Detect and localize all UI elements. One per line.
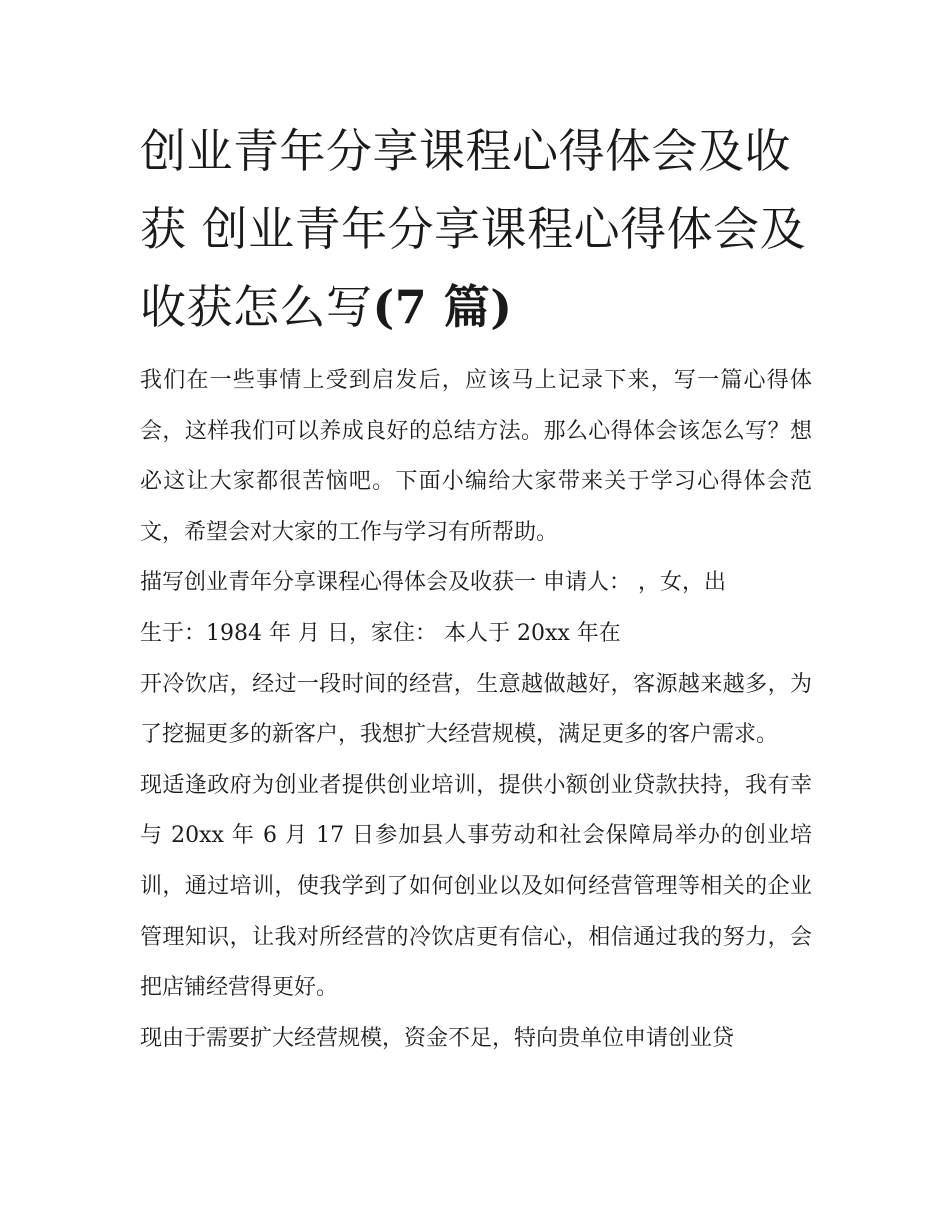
title-main: 创业青年分享课程心得体会及收获 创业青年分享课程心得体会及收获怎么写 [140,124,807,334]
applicant-line-1: 描写创业青年分享课程心得体会及收获一 申请人： ，女，出 [140,570,726,596]
training-paragraph: 现适逢政府为创业者提供创业培训，提供小额创业贷款扶持，我有幸与 20xx 年 6 月 17 日参加县人事劳动和社会保障局举办的创业培训，通过培训，使我学到了如何创业以及如何经营管理等相关的企业管理知识，让我对所经营的冷饮店更有信心，相信通过我的努力，会把店铺经营得更好。 [140,772,812,1001]
loan-request-paragraph: 现由于需要扩大经营规模，资金不足，特向贵单位申请创业贷 [140,1025,735,1051]
document-title [140,112,812,346]
document-body [140,356,812,1064]
document-page [140,112,812,1064]
intro-paragraph: 我们在一些事情上受到启发后，应该马上记录下来，写一篇心得体会，这样我们可以养成良好的总结方法。那么心得体会该怎么写？想必这让大家都很苦恼吧。下面小编给大家带来关于学习心得体会范文，希望会对大家的工作与学习有所帮助。 [140,368,812,545]
title-suffix: (7 篇) [372,280,513,334]
applicant-line-2: 生于：1984 年 月 日，家住： 本人于 20xx 年在 [140,620,621,646]
business-paragraph: 开冷饮店，经过一段时间的经营，生意越做越好，客源越来越多，为了挖掘更多的新客户，我想扩大经营规模，满足更多的客户需求。 [140,671,812,748]
